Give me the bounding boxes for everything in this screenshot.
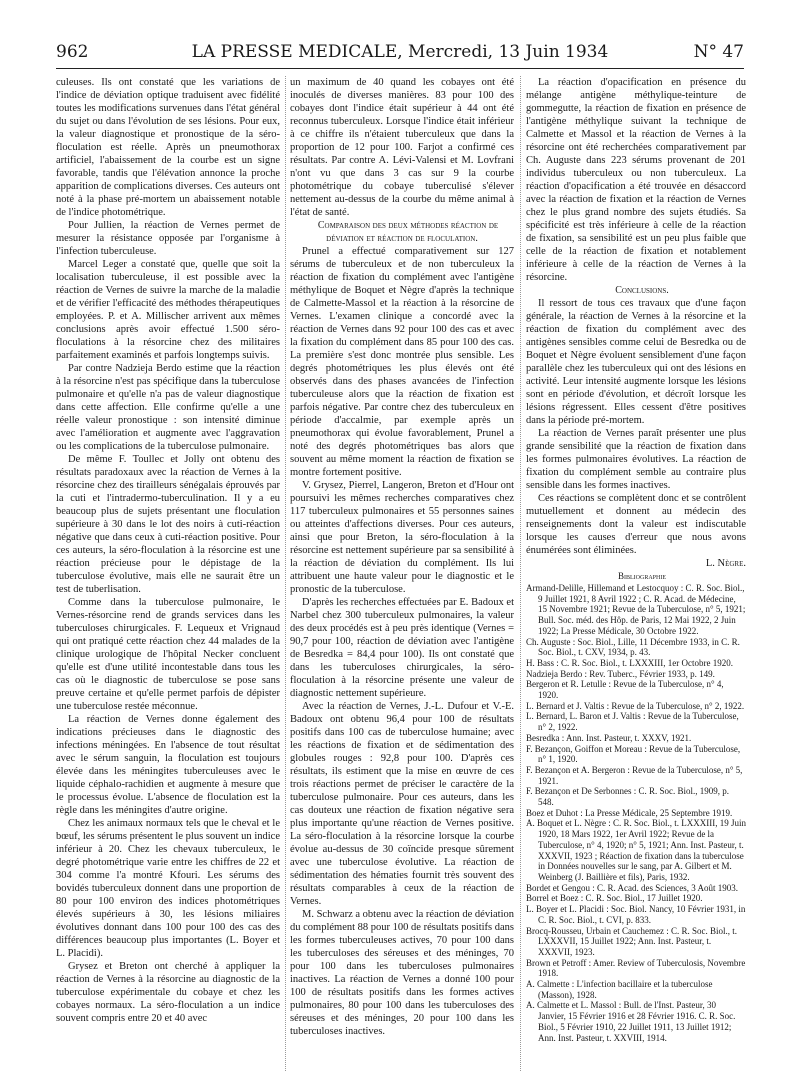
column-3 <box>526 76 746 1043</box>
section-heading: Comparaison des deux méthodes réaction de déviation et réaction de floculation. <box>317 220 499 244</box>
bibliography-entry: F. Bezançon et A. Bergeron : Revue de la Tuberculose, n° 5, 1921. <box>526 764 743 786</box>
paragraph: Pour Jullien, la réaction de Vernes permet de mesurer la résistance opposée par l'organisme à l'infection tuberculeuse. <box>56 220 280 257</box>
paragraph: D'après les recherches effectuées par E. Badoux et Narbel chez 300 tuberculeux pulmonaires, la valeur des deux procédés est à peu près identique (Vernes = 90,7 pour 100, réaction de déviation avec l'antigène de Besredka = 84,4 pour 100). Ils ont constaté que dans les tuberculoses chirurgicales, la séro-floculation à la résorcine présente une valeur de diagnostic nettement supérieure. <box>290 597 514 699</box>
bibliography-entry: Bordet et Gengou : C. R. Acad. des Sciences, 3 Août 1903. <box>526 882 738 893</box>
paragraph: Ces réactions se complètent donc et se contrôlent mutuellement et donnent au médecin des renseignements dont la valeur est indiscutable lorsque les causes d'erreur que nous avons énumérées sont éliminées. <box>526 493 746 556</box>
page-header <box>56 42 744 68</box>
column-divider <box>520 76 521 1071</box>
journal-title: LA PRESSE MEDICALE, Mercredi, 13 Juin 1934 <box>191 42 609 62</box>
bibliography-entry: F. Bezançon, Goiffon et Moreau : Revue de la Tuberculose, n° 1, 1920. <box>526 743 741 765</box>
paragraph: De même F. Toullec et Jolly ont obtenu des résultats paradoxaux avec la réaction de Vernes à la résorcine chez des tirailleurs sénégalais éprouvés par la cuti et l'intradermo-tuberculination. Il y a eu beaucoup plus de sujets présentant une floculation supérieure à 30 dans le lot des noirs à cuti-réaction négative que dans ceux à cuti-réaction positive. Pour ces auteurs, la séro-floculation à la résorcine est une réaction précieuse pour le dépistage de la tuberculose évolutive, mais elle ne saurait être un test de tuberlisation. <box>56 454 280 595</box>
conclusions-heading: Conclusions. <box>615 285 669 296</box>
paragraph: M. Schwarz a obtenu avec la réaction de déviation du complément 88 pour 100 de résultats positifs dans les formes tuberculeuses actives, 70 pour 100 dans les tuberculoses des séreuses et des méninges, 70 pour 100 dans les tuberculoses pulmonaires inactives. La réaction de Vernes a donné 100 pour 100 de résultats positifs dans les formes actives pulmonaires, 80 pour 100 dans les tuberculoses des séreuses et des méninges, 20 pour 100 dans les tuberculoses inactives. <box>290 909 514 1037</box>
bibliography-entry: H. Bass : C. R. Soc. Biol., t. LXXXIII, 1er Octobre 1920. <box>526 657 733 668</box>
paragraph: Grysez et Breton ont cherché à appliquer la réaction de Vernes à la résorcine au diagnostic de la tuberculose expérimentale du cobaye et chez les cobayes normaux. La séro-floculation a un indice souvent compris entre 20 et 40 avec <box>56 961 280 1024</box>
bibliography-list <box>526 583 746 1043</box>
paragraph: Prunel a effectué comparativement sur 127 sérums de tuberculeux et de non tuberculeux la réaction de fixation du complément avec l'antigène méthylique de Boquet et Nègre d'après la technique de Calmette-Massol et la réaction à la résorcine de Vernes. L'examen clinique a concordé avec la réaction de Vernes dans 92 pour 100 des cas et avec la fixation du complément dans 85 pour 100 des cas. La première s'est donc montrée plus sensible. Les degrés photométriques les plus élevés ont été observés dans des phases avancées de l'infection tuberculeuse alors que la réaction de fixation est parfois négative. Par contre chez des tuberculeux en période d'accalmie, par exemple après un pneumothorax qui évolue favorablement, Prunel a noté des degrés photométriques bas alors que souvent au même moment la réaction de fixation se montre fortement positive. <box>290 246 514 478</box>
column-divider <box>285 76 286 1071</box>
bibliography-heading: Bibliographie <box>618 571 666 581</box>
bibliography-entry: Ch. Auguste : Soc. Biol., Lille, 11 Décembre 1933, in C. R. Soc. Biol., t. CXV, 1934, p. 43. <box>526 636 740 658</box>
paragraph: V. Grysez, Pierrel, Langeron, Breton et d'Hour ont poursuivi les mêmes recherches comparatives chez 117 tuberculeux pulmonaires et 55 personnes saines ou atteintes d'affections diverses. Pour ces auteurs, ainsi que pour Breton, la séro-floculation à la résorcine est nettement supérieure par sa sensibilité à la réaction de déviation du complément. Ils lui attribuent une haute valeur pour le diagnostic et le pronostic de la tuberculose. <box>290 480 514 595</box>
paragraph: Il ressort de tous ces travaux que d'une façon générale, la réaction de Vernes à la résorcine et la réaction de fixation du complément avec des antigènes sensibles comme celui de Besredka ou de Boquet et Nègre évoluent sensiblement d'une façon parallèle chez les tuberculeux qui ont des lésions en activité. Leur intensité augmente lorsque les lésions sont en période d'évolution, et décroît lorsque les lésions régressent. Elles cessent d'être positives dans la période pré-mortem. <box>526 298 746 426</box>
paragraph: culeuses. Ils ont constaté que les variations de l'indice de déviation optique traduisent avec fidélité toutes les modifications survenues dans l'état général du sujet ou dans l'évolution de ses lésions. Pour eux, la valeur diagnostique et pronostique de la séro-floculation est réelle. Après un pneumothorax artificiel, l'abaissement de la courbe est un signe favorable, tandis que l'élévation annonce la proche apparition de complications diverses. Ces auteurs ont noté à la phase pré-mortem un abaissement notable de l'indice photométrique. <box>56 77 280 218</box>
paragraph: Avec la réaction de Vernes, J.-L. Dufour et V.-E. Badoux ont obtenu 96,4 pour 100 de résultats positifs dans 100 cas de tuberculose humaine; avec les réactions de fixation et de sédimentation des globules rouges : 92,8 pour 100. D'après ces résultats, ils estiment que la mise en œuvre de ces trois réactions permet de préciser le caractère de la tuberculose pulmonaire. Pour ces auteurs, dans les cas douteux une réaction de fixation négative sera plus importante qu'une réaction de Vernes positive. La séro-floculation à la résorcine lorsque la courbe évolue au-dessus de 30 coïncide presque sûrement avec une tuberculose évolutive. La réaction de sédimentation des hématies fournit très souvent des résultats comparables à ceux de la réaction de Vernes. <box>290 701 514 907</box>
header-rule <box>56 68 744 69</box>
bibliography-entry: Bergeron et R. Letulle : Revue de la Tuberculose, n° 4, 1920. <box>526 679 724 701</box>
bibliography-entry: Armand-Delille, Hillemand et Lestocquoy : C. R. Soc. Biol., 9 Juillet 1921, 8 Avril 1922 ; C. R. Acad. de Médecine, 15 Novembre 1921; Revue de la Tuberculose, n° 5, 1921; Bull. Soc. méd. des Hôp. de Paris, 12 Mai 1922, 2 Juin 1922; La Presse Médicale, 30 Octobre 1922. <box>526 583 746 636</box>
bibliography-entry: Brocq-Rousseu, Urbain et Cauchemez : C. R. Soc. Biol., t. LXXXVII, 15 Juillet 1922; Ann. Inst. Pasteur, t. XXXVII, 1923. <box>526 925 737 957</box>
paragraph: un maximum de 40 quand les cobayes ont été inoculés de diverses manières. 83 pour 100 des cobayes dont l'indice était supérieur à 44 ont été reconnus tuberculeux. Lorsque l'indice était inférieur à ce chiffre ils n'étaient tuberculeux que dans la proportion de 12 pour 100. Farjot a confirmé ces résultats. Par contre A. Lévi-Valensi et M. Lovfrani n'ont vu que dans 3 cas sur 9 la courbe photométrique du cobaye tuberculisé s'élever nettement au-dessus de la courbe du même animal à l'état de santé. <box>290 77 514 218</box>
bibliography-entry: A. Calmette et L. Massol : Bull. de l'Inst. Pasteur, 30 Janvier, 15 Février 1916 et 28 Février 1916. C. R. Soc. Biol., 5 Février 1910, 22 Juillet 1911, 13 Juillet 1912; Ann. Inst. Pasteur, t. XXVIII, 1914. <box>526 1000 736 1043</box>
paragraph: Comme dans la tuberculose pulmonaire, le Vernes-résorcine rend de grands services dans les tuberculoses chirurgicales. F. Lequeux et Vrignaud qui ont pratiqué cette réaction chez 44 malades de la clinique urologique de l'hôpital Necker concluent qu'elle est d'une utilité incontestable dans tous les cas où le diagnostic de tuberculose se pose sans preuve certaine et qu'elle permet parfois de dépister une tuberculose restée méconnue. <box>56 597 280 712</box>
paragraph: Chez les animaux normaux tels que le cheval et le bœuf, les sérums présentent le plus souvent un indice inférieur à 20. Chez les chevaux tuberculeux, le degré photométrique varie entre les chiffres de 22 et 304 comme l'a montré Kfouri. Les sérums des bovidés tuberculeux donnent dans une proportion de 80 pour 100 environ des indices photométriques élevés supérieurs à 30, les lésions miliaires évolutives donnant dans 100 pour 100 des cas des différences beaucoup plus importantes (L. Boyer et L. Placidi). <box>56 818 280 959</box>
paragraph: Marcel Leger a constaté que, quelle que soit la localisation tuberculeuse, il est possible avec la réaction de Vernes de suivre la marche de la maladie et de vérifier l'efficacité des méthodes thérapeutiques employées. P. et A. Millischer arrivent aux mêmes conclusions après avoir effectué 1.500 séro-floculations à la résorcine chez des militaires parfaitement examinés et parfois longtemps suivis. <box>56 259 280 361</box>
bibliography-entry: L. Boyer et L. Placidi : Soc. Biol. Nancy, 10 Février 1931, in C. R. Soc. Biol., t. CVI, p. 833. <box>526 904 746 925</box>
bibliography-entry: Boez et Duhot : La Presse Médicale, 25 Septembre 1919. <box>526 807 733 818</box>
bibliography-entry: L. Bernard, L. Baron et J. Valtis : Revue de la Tuberculose, n° 2, 1922. <box>526 711 739 733</box>
bibliography-entry: Nadzieja Berdo : Rev. Tuberc., Février 1933, p. 149. <box>526 668 715 679</box>
bibliography-entry: L. Bernard et J. Valtis : Revue de la Tuberculose, n° 2, 1922. <box>526 700 745 711</box>
bibliography-entry: Besredka : Ann. Inst. Pasteur, t. XXXV, 1921. <box>526 732 692 743</box>
paragraph: Par contre Nadzieja Berdo estime que la réaction à la résorcine n'est pas spécifique dans la tuberculose pulmonaire et qu'elle n'a pas de valeur diagnostique dans cette affection. Elle confirme qu'elle a une réelle valeur pronostique : son intensité diminue avec l'amélioration et augmente avec l'aggravation ou les complications de la tuberculose pulmonaire. <box>56 363 280 452</box>
bibliography-entry: A. Boquet et L. Nègre : C. R. Soc. Biol., t. LXXXIII, 19 Juin 1920, 18 Mars 1922, 1er Avril 1922; Revue de la Tuberculose, n° 4, 1920; n° 5, 1921; Ann. Inst. Pasteur, t. XXXVII, 1923 ; Réaction de fixation dans la tuberculose in Données nouvelles sur le sang, par A. Gilbert et M. Weinberg (J. Baillière et fils), Paris, 1932. <box>526 818 746 882</box>
bibliography-entry: F. Bezançon et De Serbonnes : C. R. Soc. Biol., 1909, p. 548. <box>526 786 730 808</box>
paragraph: La réaction d'opacification en présence du mélange antigène méthylique-teinture de gommegutte, la réaction de fixation en présence de l'antigène méthylique suivant la technique de Calmette et Massol et la réaction de Vernes à la résorcine ont été recherchées comparativement par Ch. Auguste dans 223 sérums provenant de 201 individus tuberculeux ou non tuberculeux. La réaction d'opacification a été trouvée en désaccord avec la réaction de fixation et la réaction de Vernes chez le plus grand nombre des sujets étudiés. Sa spécificité est très inférieure à celle de la réaction de fixation, sa sensibilité est un peu plus faible que celle de la réaction de fixation et notablement inférieure à celle de la réaction de Vernes à la résorcine. <box>526 77 746 283</box>
page-number: 962 <box>56 42 89 62</box>
paragraph: La réaction de Vernes donne également des indications précieuses dans le diagnostic des infections méningées. En l'absence de tout résultat avec le sérum sanguin, la floculation est toujours élevée dans les méningites tuberculeuses avec le liquide céphalo-rachidien et augmente à mesure que le processus évolue. L'absence de floculation est la règle dans les méningites d'autre origine. <box>56 714 280 816</box>
paragraph: La réaction de Vernes paraît présenter une plus grande sensibilité que la réaction de fixation dans les formes pulmonaires évolutives. La réaction de fixation du complément semble au contraire plus sensible dans les formes inactives. <box>526 428 746 491</box>
author-signature: L. Nègre. <box>705 558 746 569</box>
bibliography-entry: Brown et Petroff : Amer. Review of Tuberculosis, Novembre 1918. <box>526 957 746 979</box>
column-2 <box>290 76 514 1038</box>
bibliography-entry: Borrel et Boez : C. R. Soc. Biol., 17 Juillet 1920. <box>526 893 703 904</box>
issue-number: N° 47 <box>693 42 744 62</box>
bibliography-entry: A. Calmette : L'infection bacillaire et la tuberculose (Masson), 1928. <box>526 979 713 1000</box>
column-1 <box>56 76 280 1025</box>
